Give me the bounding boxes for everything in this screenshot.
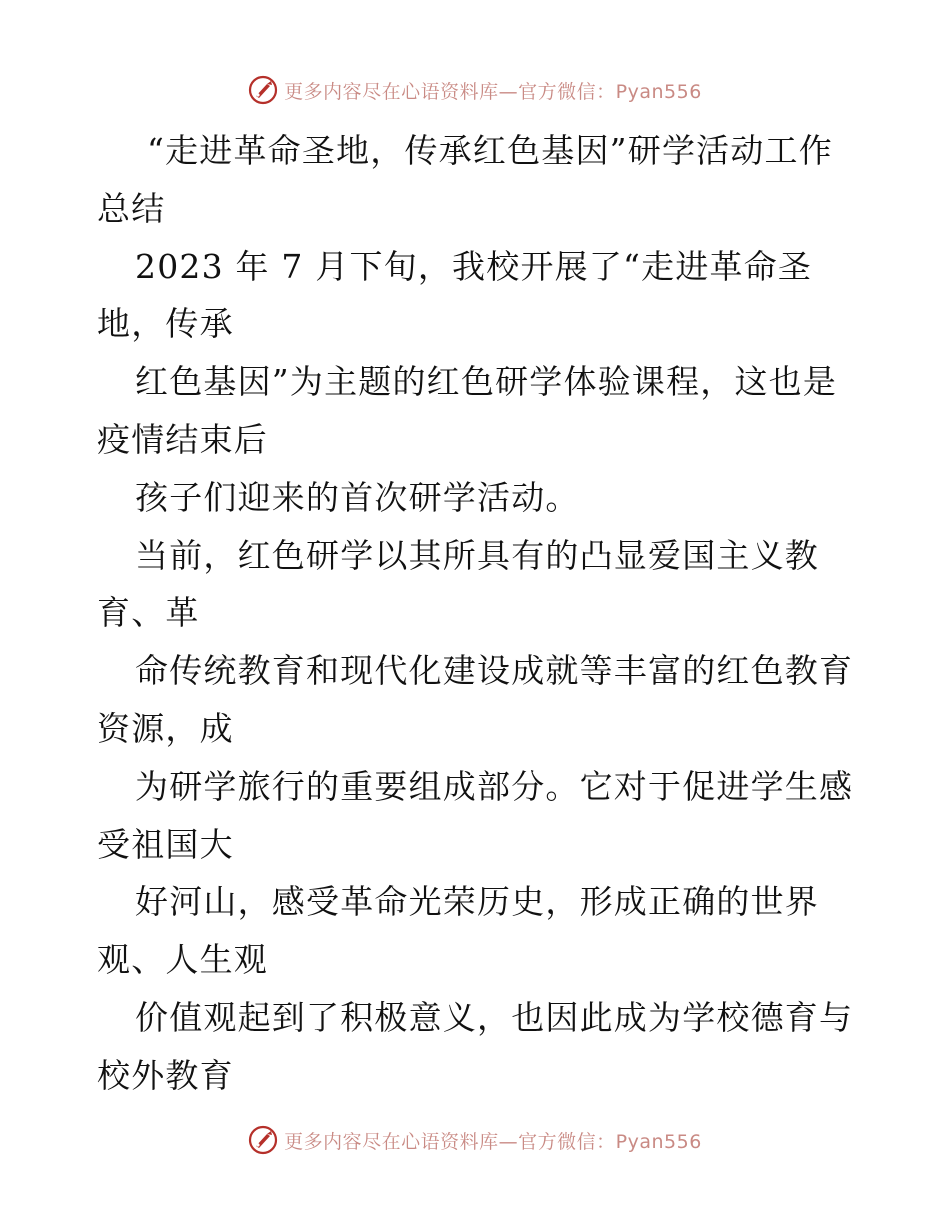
text-line: 2023 年 7 月下旬，我校开展了“走进革命圣 bbox=[135, 246, 813, 286]
footer-banner bbox=[0, 1122, 950, 1158]
title-line-2: 总结 bbox=[97, 188, 166, 228]
text-line: 孩子们迎来的首次研学活动。 bbox=[135, 477, 580, 517]
text-line: 好河山，感受革命光荣历史，形成正确的世界 bbox=[135, 882, 819, 922]
text-line: 地，传承 bbox=[97, 304, 234, 344]
text-line: 资源，成 bbox=[97, 708, 234, 748]
footer-banner-text: 更多内容尽在心语资料库—官方微信：Pyan556 bbox=[284, 1130, 702, 1153]
title-line-1: “走进革命圣地，传承红色基因”研学活动工作 bbox=[147, 131, 833, 170]
text-line: 为研学旅行的重要组成部分。它对于促进学生感 bbox=[135, 766, 854, 806]
text-line: 命传统教育和现代化建设成就等丰富的红色教育 bbox=[135, 651, 854, 691]
text-line: 校外教育 bbox=[97, 1055, 234, 1095]
text-line: 红色基因”为主题的红色研学体验课程，这也是 bbox=[135, 362, 838, 402]
text-line: 价值观起到了积极意义，也因此成为学校德育与 bbox=[135, 997, 854, 1037]
text-line: 观、人生观 bbox=[97, 940, 268, 980]
text-line: 疫情结束后 bbox=[97, 419, 268, 459]
header-banner bbox=[0, 72, 950, 108]
document-body bbox=[97, 122, 857, 1105]
header-banner-text: 更多内容尽在心语资料库—官方微信：Pyan556 bbox=[284, 80, 702, 103]
quill-pen-logo-icon bbox=[248, 75, 278, 105]
text-line: 受祖国大 bbox=[97, 824, 234, 864]
quill-pen-logo-icon bbox=[248, 1125, 278, 1155]
text-line: 育、革 bbox=[97, 593, 200, 633]
text-line: 当前，红色研学以其所具有的凸显爱国主义教 bbox=[135, 535, 819, 575]
